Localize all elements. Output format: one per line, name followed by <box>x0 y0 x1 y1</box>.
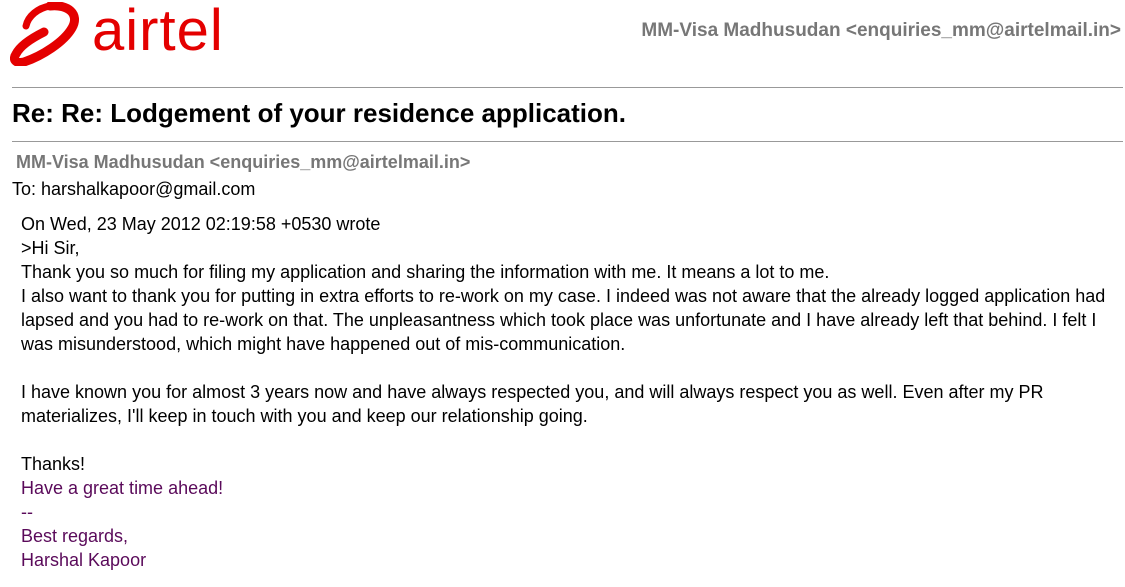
header-sender: MM-Visa Madhusudan <enquiries_mm@airtelmail.in> <box>641 20 1121 41</box>
airtel-wordmark: airtel <box>92 0 224 63</box>
email-to: To: harshalkapoor@gmail.com <box>12 179 256 199</box>
quote-intro: On Wed, 23 May 2012 02:19:58 +0530 wrote <box>21 214 381 234</box>
divider-top <box>12 87 1123 88</box>
body-paragraph: I also want to thank you for putting in extra efforts to re-work on my case. I indeed was not aware that the already logged application had lapsed and you had to re-work on that. The unpleasantness which took place was unfortunate and I have already left that behind. I felt I was misunderstood, which might have happened out of mis-communication. <box>21 286 1106 354</box>
signature-name: Harshal Kapoor <box>21 550 147 570</box>
airtel-swirl-icon <box>10 2 90 66</box>
signature-regards: Best regards, <box>21 526 129 546</box>
body-line: Thank you so much for filing my application and sharing the information with me. It means a lot to me. <box>21 262 830 282</box>
signature-line: Have a great time ahead! <box>21 478 224 498</box>
mail-header <box>0 0 1125 80</box>
email-body <box>21 212 1116 572</box>
spacer <box>21 428 1116 452</box>
airtel-logo <box>10 0 230 66</box>
signature-dash: -- <box>21 502 33 522</box>
thanks-line: Thanks! <box>21 454 86 474</box>
spacer <box>21 356 1116 380</box>
greeting: >Hi Sir, <box>21 238 80 258</box>
divider-bottom <box>12 141 1123 142</box>
email-from: MM-Visa Madhusudan <enquiries_mm@airtelmail.in> <box>16 152 471 172</box>
body-paragraph: I have known you for almost 3 years now and have always respected you, and will always respect you as well. Even after my PR materializes, I'll keep in touch with you and keep our relationship going. <box>21 382 1044 426</box>
email-subject: Re: Re: Lodgement of your residence application. <box>12 98 626 128</box>
